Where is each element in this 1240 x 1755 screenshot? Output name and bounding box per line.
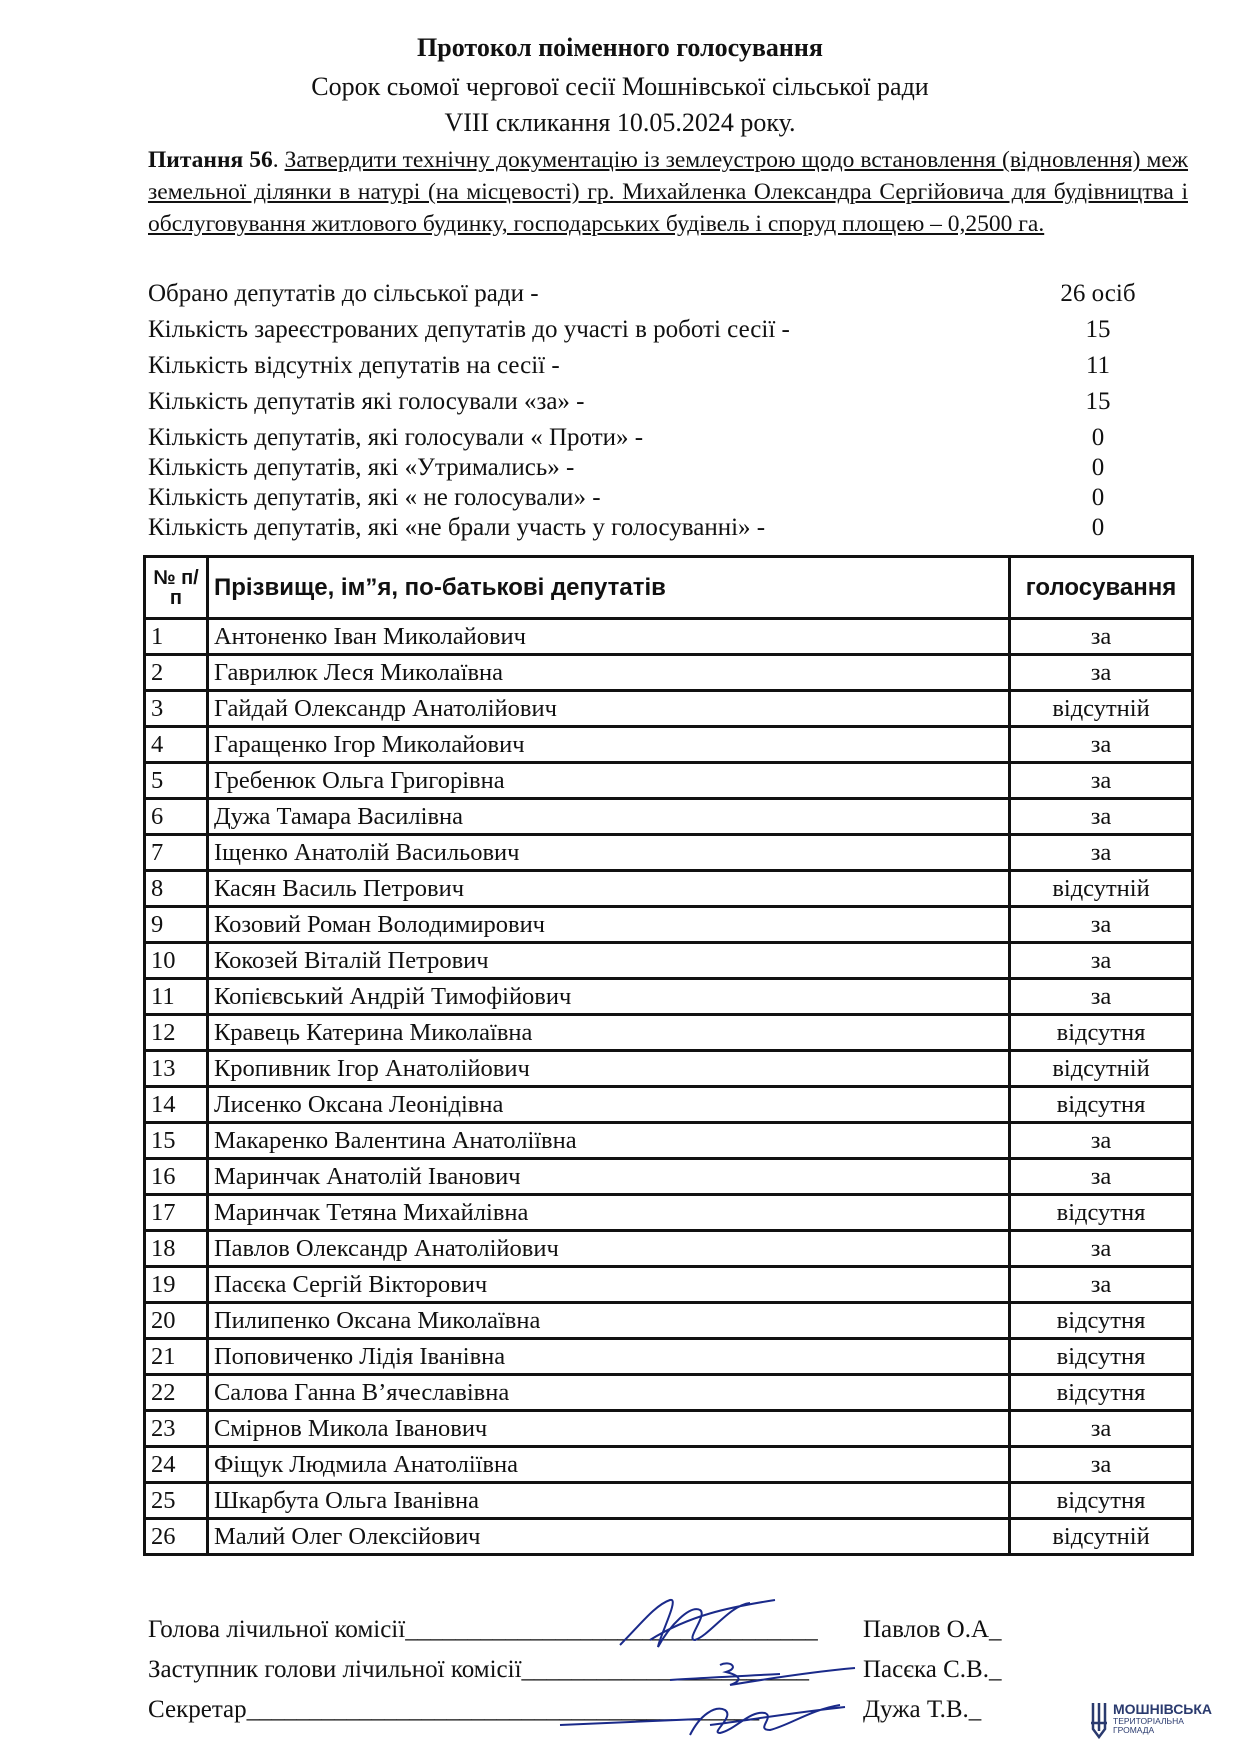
row-number: 3: [145, 691, 208, 727]
stat-row: [148, 424, 1148, 454]
table-row: [145, 871, 1193, 907]
deputy-name: Касян Василь Петрович: [207, 871, 1009, 907]
deputy-name: Іщенко Анатолій Васильович: [207, 835, 1009, 871]
deputy-name: Поповиченко Лідія Іванівна: [207, 1339, 1009, 1375]
table-row: [145, 979, 1193, 1015]
table-row: [145, 943, 1193, 979]
stat-label: Кількість депутатів, які «Утримались» -: [148, 454, 575, 481]
deputy-name: Копієвський Андрій Тимофійович: [207, 979, 1009, 1015]
deputy-name: Пилипенко Оксана Миколаївна: [207, 1303, 1009, 1339]
vote-value: за: [1010, 835, 1193, 871]
row-number: 25: [145, 1483, 208, 1519]
table-row: [145, 1087, 1193, 1123]
table-row: [145, 727, 1193, 763]
table-row: [145, 1159, 1193, 1195]
vote-value: відсутній: [1010, 1519, 1193, 1555]
table-row: [145, 1123, 1193, 1159]
row-number: 13: [145, 1051, 208, 1087]
row-number: 10: [145, 943, 208, 979]
document-subtitle: Сорок сьомої чергової сесії Мошнівської сільської ради: [311, 72, 929, 101]
row-number: 14: [145, 1087, 208, 1123]
vote-value: за: [1010, 1159, 1193, 1195]
signature-role: Секретар: [148, 1696, 247, 1723]
row-number: 4: [145, 727, 208, 763]
row-number: 22: [145, 1375, 208, 1411]
row-number: 16: [145, 1159, 208, 1195]
vote-value: за: [1010, 1123, 1193, 1159]
row-number: 6: [145, 799, 208, 835]
signature-name: Дужа Т.В._: [863, 1696, 982, 1723]
deputy-name: Кокозей Віталій Петрович: [207, 943, 1009, 979]
deputy-name: Дужа Тамара Василівна: [207, 799, 1009, 835]
vote-value: відсутня: [1010, 1303, 1193, 1339]
stat-value: 0: [1091, 454, 1105, 481]
row-number: 26: [145, 1519, 208, 1555]
vote-value: відсутня: [1010, 1087, 1193, 1123]
row-number: 2: [145, 655, 208, 691]
vote-value: за: [1010, 1447, 1193, 1483]
logo-line-3: ГРОМАДА: [1113, 1725, 1155, 1735]
deputy-name: Гайдай Олександр Анатолійович: [207, 691, 1009, 727]
table-row: [145, 835, 1193, 871]
row-number: 20: [145, 1303, 208, 1339]
table-row: [145, 1015, 1193, 1051]
table-row: [145, 1375, 1193, 1411]
vote-value: за: [1010, 619, 1193, 655]
vote-value: відсутня: [1010, 1195, 1193, 1231]
question-label: Питання 56: [148, 147, 273, 173]
stat-row: [148, 514, 1148, 544]
logo-line-1: МОШНІВСЬКА: [1113, 1701, 1213, 1717]
vote-value: за: [1010, 943, 1193, 979]
row-number: 21: [145, 1339, 208, 1375]
stat-label: Кількість депутатів, які «не брали участь у голосуванні» -: [148, 514, 766, 541]
stat-row: [148, 388, 1148, 424]
deputy-name: Гребенюк Ольга Григорівна: [207, 763, 1009, 799]
deputy-name: Пасєка Сергій Вікторович: [207, 1267, 1009, 1303]
document-convocation: VIII скликання 10.05.2024 року.: [444, 108, 796, 137]
deputy-name: Малий Олег Олексійович: [207, 1519, 1009, 1555]
question-block: Питання 56. Затвердити технічну документацію із землеустрою щодо встановлення (відновлення) меж земельної ділянки в натурі (на місцевості) гр. Михайленка Олександра Сергійовича для будівництва і обслуговування житлового будинку, господарських будівель і споруд площею – 0,2500 га.: [148, 147, 1189, 237]
table-row: [145, 1483, 1193, 1519]
vote-value: за: [1010, 1231, 1193, 1267]
table-row: [145, 1303, 1193, 1339]
deputy-name: Маринчак Анатолій Іванович: [207, 1159, 1009, 1195]
vote-value: за: [1010, 1267, 1193, 1303]
row-number: 19: [145, 1267, 208, 1303]
stat-row: [148, 484, 1148, 514]
row-number: 18: [145, 1231, 208, 1267]
deputy-name: Салова Ганна В’ячеславівна: [207, 1375, 1009, 1411]
vote-value: відсутня: [1010, 1483, 1193, 1519]
row-number: 12: [145, 1015, 208, 1051]
stat-label: Кількість зареєстрованих депутатів до участі в роботі сесії -: [148, 316, 790, 343]
signature-deputy-chair: [148, 1656, 1148, 1684]
handwritten-signature-1: [600, 1585, 780, 1655]
deputy-name: Павлов Олександр Анатолійович: [207, 1231, 1009, 1267]
question-text: Затвердити технічну документацію із землеустрою щодо встановлення (відновлення) меж земельної ділянки в натурі (на місцевості) гр. Михайленка Олександра Сергійовича для будівництва і обслуговування житлового будинку, господарських будівель і споруд площею – 0,2500 га.: [148, 147, 1189, 237]
row-number: 7: [145, 835, 208, 871]
table-row: [145, 1447, 1193, 1483]
table-row: [145, 1339, 1193, 1375]
handwritten-signature-3: [550, 1685, 850, 1745]
table-row: [145, 1195, 1193, 1231]
table-row: [145, 1411, 1193, 1447]
vote-table-body: [145, 619, 1193, 1555]
stat-row: [148, 352, 1148, 388]
deputy-name: Козовий Роман Володимирович: [207, 907, 1009, 943]
table-row: [145, 799, 1193, 835]
table-row: [145, 763, 1193, 799]
vote-value: за: [1010, 727, 1193, 763]
row-number: 8: [145, 871, 208, 907]
header-vote: голосування: [1010, 557, 1193, 619]
stat-value: 0: [1091, 484, 1105, 511]
row-number: 23: [145, 1411, 208, 1447]
row-number: 1: [145, 619, 208, 655]
header-num: № п/п: [145, 557, 208, 619]
stat-label: Кількість депутатів, які « не голосували» -: [148, 484, 601, 511]
vote-value: за: [1010, 763, 1193, 799]
signature-line: _________________________________: [405, 1616, 818, 1643]
deputy-name: Кропивник Ігор Анатолійович: [207, 1051, 1009, 1087]
vote-value: за: [1010, 1411, 1193, 1447]
signature-line: _______________________: [521, 1656, 810, 1683]
row-number: 24: [145, 1447, 208, 1483]
document-title: Протокол поіменного голосування: [417, 33, 823, 62]
table-row: [145, 655, 1193, 691]
stat-label: Кількість депутатів які голосували «за» -: [148, 388, 585, 415]
stat-value: 0: [1091, 424, 1105, 451]
deputy-name: Кравець Катерина Миколаївна: [207, 1015, 1009, 1051]
signature-name: Павлов О.А_: [863, 1616, 1002, 1643]
deputy-name: Шкарбута Ольга Іванівна: [207, 1483, 1009, 1519]
signature-role: Заступник голови лічильної комісії: [148, 1656, 522, 1683]
deputy-name: Гаращенко Ігор Миколайович: [207, 727, 1009, 763]
stat-label: Обрано депутатів до сільської ради -: [148, 280, 539, 307]
table-header-row: [145, 557, 1193, 619]
stat-row: [148, 280, 1148, 316]
vote-value: відсутній: [1010, 1051, 1193, 1087]
row-number: 9: [145, 907, 208, 943]
deputy-name: Фіщук Людмила Анатоліївна: [207, 1447, 1009, 1483]
deputy-name: Гаврилюк Леся Миколаївна: [207, 655, 1009, 691]
table-row: [145, 1231, 1193, 1267]
vote-value: відсутня: [1010, 1339, 1193, 1375]
table-row: [145, 907, 1193, 943]
header-name: Прізвище, ім”я, по-батькові депутатів: [207, 557, 1009, 619]
table-row: [145, 1051, 1193, 1087]
signature-line: _________________________________________: [246, 1696, 760, 1723]
row-number: 15: [145, 1123, 208, 1159]
deputy-name: Смірнов Микола Іванович: [207, 1411, 1009, 1447]
vote-value: відсутній: [1010, 691, 1193, 727]
deputy-name: Маринчак Тетяна Михайлівна: [207, 1195, 1009, 1231]
table-row: [145, 1519, 1193, 1555]
logo-line-2: ТЕРИТОРІАЛЬНА: [1113, 1716, 1184, 1726]
row-number: 17: [145, 1195, 208, 1231]
table-row: [145, 1267, 1193, 1303]
stat-row: [148, 316, 1148, 352]
stat-label: Кількість відсутніх депутатів на сесії -: [148, 352, 560, 379]
vote-value: за: [1010, 979, 1193, 1015]
row-number: 11: [145, 979, 208, 1015]
stat-label: Кількість депутатів, які голосували « Проти» -: [148, 424, 644, 451]
table-row: [145, 619, 1193, 655]
row-number: 5: [145, 763, 208, 799]
vote-value: за: [1010, 655, 1193, 691]
stat-value: 26 осіб: [1060, 280, 1136, 307]
deputy-name: Антоненко Іван Миколайович: [207, 619, 1009, 655]
stat-value: 15: [1085, 316, 1111, 343]
deputy-name: Макаренко Валентина Анатоліївна: [207, 1123, 1009, 1159]
signature-role: Голова лічильної комісії: [148, 1616, 406, 1643]
stat-value: 11: [1085, 352, 1111, 379]
deputy-name: Лисенко Оксана Леонідівна: [207, 1087, 1009, 1123]
vote-value: відсутня: [1010, 1375, 1193, 1411]
vote-statistics: [148, 280, 1148, 544]
signature-name: Пасєка С.В._: [863, 1656, 1002, 1683]
vote-value: відсутня: [1010, 1015, 1193, 1051]
vote-value: за: [1010, 799, 1193, 835]
stat-row: [148, 454, 1148, 484]
vote-value: відсутній: [1010, 871, 1193, 907]
vote-value: за: [1010, 907, 1193, 943]
community-logo: [1113, 1701, 1212, 1735]
table-row: [145, 691, 1193, 727]
stat-value: 0: [1091, 514, 1105, 541]
stat-value: 15: [1085, 388, 1111, 415]
vote-table: [143, 555, 1194, 1556]
